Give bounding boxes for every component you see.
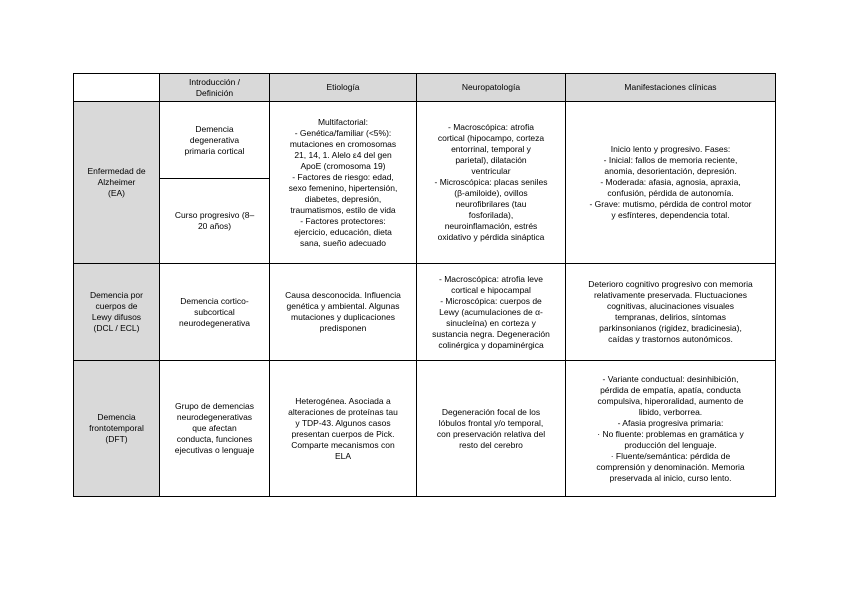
clinical-frontotemporal xyxy=(566,361,776,497)
cell-text-line: Degeneración focal de los xyxy=(441,406,541,417)
cell-text-line: cortical e hipocampal xyxy=(451,284,531,295)
cell-text-line: ejecutivas o lenguaje xyxy=(174,445,255,455)
cell-text-line: lóbulos frontal y/o temporal, xyxy=(438,417,544,428)
cell-text-line: - Afasia progresiva primaria: xyxy=(617,417,724,428)
cell-text-line: sinucleína) en corteza y xyxy=(446,317,536,328)
header-etiologia: Etiología xyxy=(270,74,417,102)
cell-text-line: parietal), dilatación xyxy=(455,155,527,165)
neuropathology-alzheimer xyxy=(417,102,566,264)
cell-text-line: (DFT) xyxy=(105,434,128,444)
header-manifestaciones: Manifestaciones clínicas xyxy=(566,74,776,102)
etiology-alzheimer xyxy=(270,102,417,264)
cell-text-line: mutaciones y duplicaciones xyxy=(291,312,395,322)
cell-text-line: - Macroscópica: atrofia leve xyxy=(439,273,543,284)
row-name-frontotemporal xyxy=(74,361,160,497)
cell-text-line: Demencia por xyxy=(90,290,143,300)
cell-text-line: - Grave: mutismo, pérdida de control motor xyxy=(589,199,752,209)
cell-text-line: que afectan xyxy=(192,423,237,433)
cell-text-line: compulsiva, hiperoralidad, aumento de xyxy=(597,395,744,406)
cell-text-line: degenerativa xyxy=(189,134,240,145)
cell-text-line: - Microscópica: cuerpos de xyxy=(440,295,542,306)
cell-text-line: Enfermedad de xyxy=(87,166,146,176)
cell-text-line: con preservación relativa del xyxy=(436,428,546,439)
cell-text-line: - Factores protectores: xyxy=(300,215,386,226)
row-name-alzheimer xyxy=(74,102,160,264)
cell-text-line: Comparte mecanismos con xyxy=(291,439,395,450)
cell-text-line: ApoE (cromosoma 19) xyxy=(300,160,386,171)
cell-text-line: Grupo de demencias xyxy=(175,401,254,411)
definition-alzheimer xyxy=(160,102,270,179)
cell-text-line: Multifactorial: xyxy=(317,116,369,127)
cell-text-line: ejercicio, educación, dieta xyxy=(294,226,392,237)
cell-text-line: Lewy (acumulaciones de α- xyxy=(439,306,543,317)
cell-text-line: sana, sueño adecuado xyxy=(299,237,387,248)
cell-text-line: (EA) xyxy=(108,188,125,198)
cell-text-line: ELA xyxy=(334,450,352,461)
cell-text-line: - Microscópica: placas seniles xyxy=(434,177,548,187)
cell-text-line: entorrinal, temporal y xyxy=(451,144,531,154)
cell-text-line: (β-amiloide), ovillos xyxy=(454,188,528,198)
cell-text-line: neuroinflamación, estrés xyxy=(444,221,538,231)
cell-text-line: - Macroscópica: atrofia xyxy=(448,122,534,132)
cell-text-line: Alzheimer xyxy=(97,177,136,187)
cell-text-line: cognitivas, alucinaciones visuales xyxy=(606,301,735,311)
cell-text-line: - Moderada: afasia, agnosia, apraxia, xyxy=(600,177,741,187)
cell-text-line: Curso progresivo (8– xyxy=(174,210,255,220)
cell-text-line: · No fluente: problemas en gramática y xyxy=(597,428,744,439)
cell-text-line: alteraciones de proteínas tau xyxy=(288,406,398,417)
cell-text-line: 21, 14, 1. Alelo ε4 del gen xyxy=(294,149,392,160)
cell-text-line: tempranas, delirios, síntomas xyxy=(614,312,727,322)
cell-text-line: - Genética/familiar (<5%): xyxy=(294,127,392,138)
cell-text-line: pérdida de empatía, apatía, conducta xyxy=(600,384,741,395)
cell-text-line: comprensión y denominación. Memoria xyxy=(596,461,745,472)
clinical-lewy xyxy=(566,264,776,361)
cell-text-line: mutaciones en cromosomas xyxy=(289,138,397,149)
cell-text-line: resto del cerebro xyxy=(459,439,523,450)
cell-text-line: sustancia negra. Degeneración xyxy=(432,328,550,339)
etiology-lewy xyxy=(270,264,417,361)
cell-text-line: producción del lenguaje. xyxy=(624,439,717,450)
cell-text-line: caídas y trastornos autonómicos. xyxy=(608,334,733,344)
cell-text-line: parkinsonianos (rigidez, bradicinesia), xyxy=(599,323,742,333)
cell-text-line: predisponen xyxy=(319,323,367,333)
cell-text-line: (DCL / ECL) xyxy=(93,323,140,333)
cell-text-line: sexo femenino, hipertensión, xyxy=(288,182,398,193)
table-row-lewy xyxy=(74,264,776,361)
cell-text-line: Inicio lento y progresivo. Fases: xyxy=(610,144,731,154)
cell-text-line: primaria cortical xyxy=(184,145,245,156)
table-row-frontotemporal xyxy=(74,361,776,497)
cell-text-line: - Factores de riesgo: edad, xyxy=(292,171,394,182)
cell-text-line: oxidativo y pérdida sináptica xyxy=(437,232,545,242)
cell-text-line: subcortical xyxy=(194,306,235,317)
cell-text-line: Lewy difusos xyxy=(91,312,142,322)
definition-frontotemporal xyxy=(160,361,270,497)
cell-text-line: cuerpos de xyxy=(95,301,138,311)
cell-text-line: ventricular xyxy=(471,166,511,176)
cell-text-line: Demencia xyxy=(97,412,136,422)
header-row xyxy=(74,74,776,102)
course-alzheimer xyxy=(160,179,270,264)
cell-text-line: anomia, desorientación, depresión. xyxy=(604,166,737,176)
cell-text-line: diabetes, depresión, xyxy=(304,193,382,204)
cell-text-line: genética y ambiental. Algunas xyxy=(286,301,400,311)
etiology-frontotemporal xyxy=(270,361,417,497)
cell-text-line: frontotemporal xyxy=(89,423,144,433)
cell-text-line: neurodegenerativa xyxy=(179,317,250,328)
cell-text-line: · Fluente/semántica: pérdida de xyxy=(610,450,731,461)
header-corner-cell xyxy=(74,74,160,102)
cell-text-line: Definición xyxy=(195,87,234,98)
row-name-lewy xyxy=(74,264,160,361)
cell-text-line: confusión, pérdida de autonomía. xyxy=(607,188,734,198)
cell-text-line: neurofibrilares (tau xyxy=(455,199,527,209)
neuropathology-lewy xyxy=(417,264,566,361)
clinical-alzheimer xyxy=(566,102,776,264)
cell-text-line: traumatismos, estilo de vida xyxy=(290,204,396,215)
cell-text-line: neurodegenerativas xyxy=(176,412,253,422)
table-row-alzheimer-a xyxy=(74,102,776,179)
cell-text-line: relativamente preservada. Fluctuaciones xyxy=(593,290,748,300)
cell-text-line: preservada al inicio, curso lento. xyxy=(609,472,732,483)
cell-text-line: fosforilada), xyxy=(468,210,514,220)
cell-text-line: Heterogénea. Asociada a xyxy=(295,395,391,406)
header-neuropatologia: Neuropatología xyxy=(417,74,566,102)
neuropathology-frontotemporal xyxy=(417,361,566,497)
header-introduccion xyxy=(160,74,270,102)
cell-text-line: y esfínteres, dependencia total. xyxy=(611,210,730,220)
cell-text-line: conducta, funciones xyxy=(176,434,253,444)
cell-text-line: Deterioro cognitivo progresivo con memoria xyxy=(588,279,753,289)
cell-text-line: y TDP-43. Algunos casos xyxy=(295,417,391,428)
cell-text-line: presentan cuerpos de Pick. xyxy=(291,428,395,439)
cell-text-line: libido, verborrea. xyxy=(638,406,703,417)
cell-text-line: Causa desconocida. Influencia xyxy=(285,290,401,300)
cell-text-line: Demencia cortico- xyxy=(180,295,249,306)
cell-text-line: 20 años) xyxy=(197,221,232,231)
cell-text-line: cortical (hipocampo, corteza xyxy=(437,133,545,143)
cell-text-line: - Inicial: fallos de memoria reciente, xyxy=(603,155,738,165)
cell-text-line: Demencia xyxy=(195,123,234,134)
cell-text-line: colinérgica y dopaminérgica xyxy=(438,339,544,350)
definition-lewy xyxy=(160,264,270,361)
dementia-comparison-table xyxy=(73,73,776,497)
cell-text-line: - Variante conductual: desinhibición, xyxy=(602,373,739,384)
cell-text-line: Introducción / xyxy=(188,76,241,87)
